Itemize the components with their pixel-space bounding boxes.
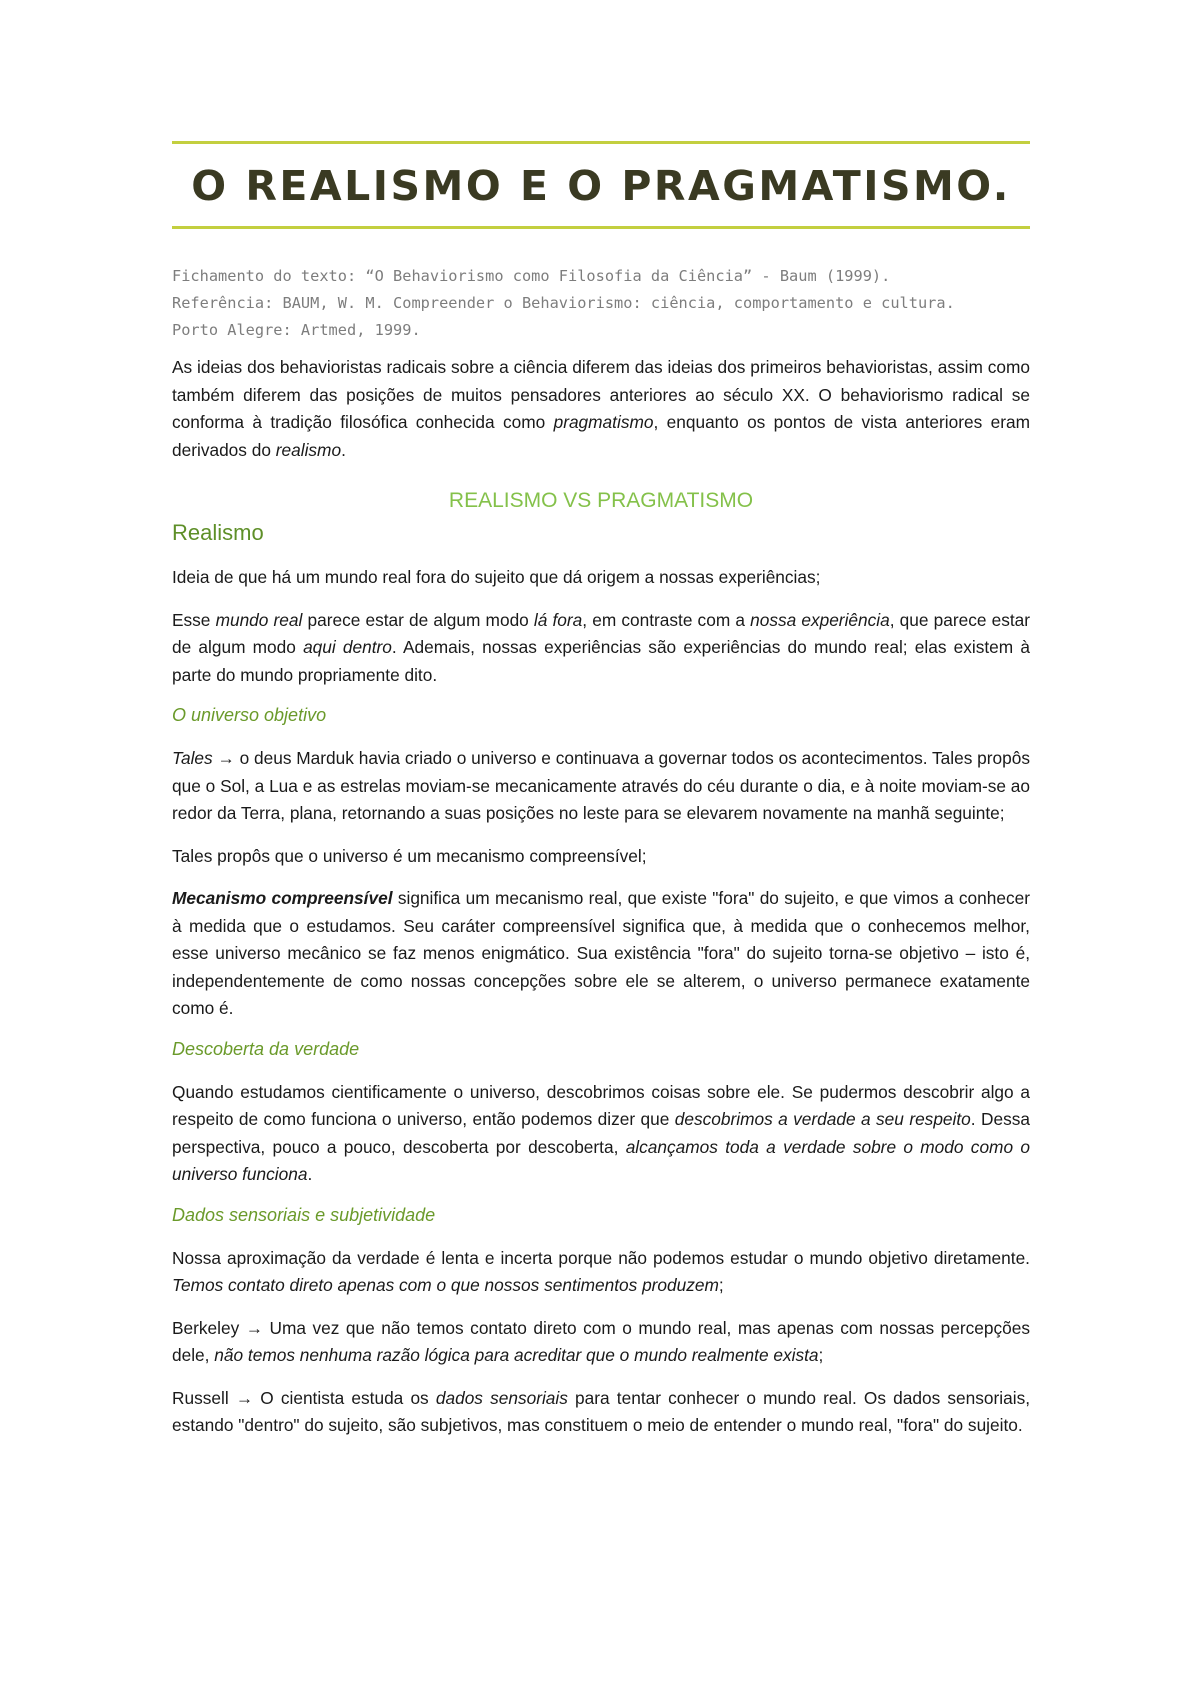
emphasis: realismo: [275, 439, 342, 460]
paragraph-ideia: Ideia de que há um mundo real fora do sujeito que dá origem a nossas experiências;: [172, 567, 821, 588]
reference-line: Porto Alegre: Artmed, 1999.: [172, 321, 421, 340]
paragraph-russell: [172, 1385, 1030, 1440]
paragraph-esse: [172, 607, 1030, 690]
text-run: parece estar de algum modo: [302, 609, 534, 630]
heading-descoberta-verdade: Descoberta da verdade: [172, 1038, 360, 1059]
text-run: Russell → O cientista estuda os: [172, 1387, 436, 1408]
text-run: significa um mecanismo real, que existe "fora" do sujeito, e que vimos a conhecer à medida que o estudamos. Seu caráter compreensível significa que, à medida que o conhecemos melhor, esse universo mecânico se faz menos enigmático. Sua existência "fora" do sujeito torna-se objetivo – isto é, independentemente de como nossas concepções sobre ele se alterem, o universo permanece exatamente como é.: [172, 888, 1031, 1019]
paragraph-quando: [172, 1079, 1030, 1189]
text-run: As ideias dos behavioristas radicais sobre a ciência diferem das ideias dos primeiros behavioristas, assim como também diferem das posições de muitos pensadores anteriores ao século XX. O behaviorismo radical se conforma à tradição filosófica conhecida como: [172, 357, 1030, 433]
emphasis: mundo real: [215, 609, 303, 630]
heading-realismo: Realismo: [172, 520, 264, 546]
emphasis: alcançamos toda a verdade sobre o modo como o universo funciona: [172, 1136, 1030, 1185]
emphasis: lá fora: [533, 609, 583, 630]
text-run: . Ademais, nossas experiências são experiências do mundo real; elas existem à parte do mundo propriamente dito.: [172, 637, 1030, 685]
emphasis: pragmatismo: [553, 412, 654, 433]
reference-line: Fichamento do texto: “O Behaviorismo como Filosofia da Ciência” - Baum (1999).: [172, 267, 891, 286]
emphasis: aqui dentro: [303, 637, 392, 658]
text-run: .: [341, 439, 346, 460]
emphasis: Temos contato direto apenas com o que nossos sentimentos produzem: [172, 1275, 719, 1296]
emphasis: Tales: [172, 748, 213, 769]
text-run: Nossa aproximação da verdade é lenta e incerta porque não podemos estudar o mundo objetivo diretamente.: [172, 1247, 1030, 1268]
text-run: . Dessa perspectiva, pouco a pouco, descoberta por descoberta,: [172, 1109, 1030, 1157]
text-run: ;: [718, 1275, 724, 1296]
heading-universo-objetivo: O universo objetivo: [172, 705, 327, 726]
section-heading: REALISMO VS PRAGMATISMO: [448, 489, 754, 513]
emphasis: descobrimos a verdade a seu respeito: [674, 1109, 971, 1130]
reference-block: [172, 263, 1030, 344]
paragraph-tales-2: Tales propôs que o universo é um mecanismo compreensível;: [172, 845, 647, 866]
paragraph-nossa: [172, 1245, 1030, 1300]
emphasis: dados sensoriais: [435, 1387, 568, 1408]
text-run: → o deus Marduk havia criado o universo e continuava a governar todos os acontecimentos. Tales propôs que o Sol, a Lua e as estrelas moviam-se mecanicamente através do céu durante o dia, e à noite moviam-se ao redor da Terra, plana, retornando a suas posições no leste para se elevarem novamente na manhã seguinte;: [172, 748, 1030, 824]
text-run: Esse: [172, 609, 216, 630]
paragraph-tales: [172, 745, 1030, 828]
page-title: O REALISMO E O PRAGMATISMO.: [191, 162, 1011, 210]
emphasis: nossa experiência: [750, 609, 890, 630]
intro-paragraph: [172, 354, 1030, 464]
text-run: Quando estudamos cientificamente o universo, descobrimos coisas sobre ele. Se pudermos descobrir algo a respeito de como funciona o universo, então podemos dizer que: [172, 1081, 1030, 1130]
heading-dados-sensoriais: Dados sensoriais e subjetividade: [172, 1204, 436, 1225]
bold-emphasis: Mecanismo compreensível: [172, 888, 393, 909]
paragraph-berkeley: [172, 1315, 1030, 1370]
paragraph-mecanismo: [172, 885, 1030, 1023]
text-run: Berkeley → Uma vez que não temos contato direto com o mundo real, mas apenas com nossas percepções dele,: [172, 1317, 1030, 1366]
reference-line: Referência: BAUM, W. M. Compreender o Behaviorismo: ciência, comportamento e cultura.: [172, 294, 955, 313]
text-run: , em contraste com a: [582, 609, 751, 630]
text-run: , que parece estar de algum modo: [172, 609, 1031, 658]
text-run: , enquanto os pontos de vista anteriores eram derivados do: [172, 412, 1030, 460]
text-run: para tentar conhecer o mundo real. Os dados sensoriais, estando "dentro" do sujeito, são subjetivos, mas constituem o meio de entender o mundo real, "fora" do sujeito.: [172, 1387, 1031, 1436]
emphasis: não temos nenhuma razão lógica para acreditar que o mundo realmente exista: [214, 1345, 819, 1366]
text-run: ;: [818, 1345, 824, 1366]
document-body: [172, 141, 1030, 1440]
title-bottom-rule: [172, 226, 1030, 229]
text-run: .: [307, 1164, 313, 1185]
